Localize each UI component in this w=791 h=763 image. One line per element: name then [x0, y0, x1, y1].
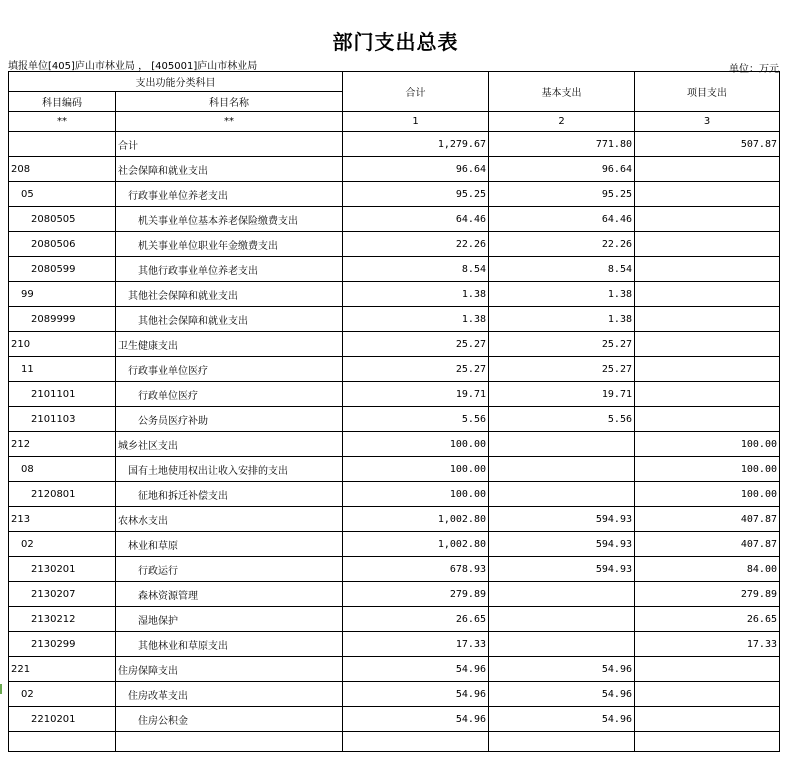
table-row[interactable] — [9, 257, 780, 282]
table-row[interactable] — [9, 182, 780, 207]
row-basic[interactable]: 25.27 — [489, 332, 635, 357]
row-code[interactable]: 2210201 — [9, 707, 116, 732]
table-row[interactable] — [9, 457, 780, 482]
row-total[interactable]: 54.96 — [343, 682, 489, 707]
row-name[interactable]: 行政单位医疗 — [116, 382, 343, 407]
row-project[interactable]: 17.33 — [635, 632, 780, 657]
table-row[interactable] — [9, 332, 780, 357]
row-code[interactable]: 2080505 — [9, 207, 116, 232]
row-code[interactable]: 210 — [9, 332, 116, 357]
row-project[interactable] — [635, 382, 780, 407]
row-basic[interactable] — [489, 632, 635, 657]
table-row[interactable] — [9, 557, 780, 582]
row-name[interactable]: 行政运行 — [116, 557, 343, 582]
row-total[interactable]: 25.27 — [343, 357, 489, 382]
header-name: 科目名称 — [116, 92, 343, 112]
row-total[interactable]: 19.71 — [343, 382, 489, 407]
row-project[interactable] — [635, 707, 780, 732]
row-basic[interactable]: 594.93 — [489, 507, 635, 532]
table-row[interactable] — [9, 532, 780, 557]
row-name[interactable]: 其他行政事业单位养老支出 — [116, 257, 343, 282]
row-code[interactable]: 208 — [9, 157, 116, 182]
table-row[interactable] — [9, 607, 780, 632]
row-project[interactable] — [635, 232, 780, 257]
row-total[interactable]: 1,002.80 — [343, 507, 489, 532]
row-code[interactable]: 02 — [9, 682, 116, 707]
row-code[interactable]: 05 — [9, 182, 116, 207]
row-basic[interactable]: 771.80 — [489, 132, 635, 157]
table-row[interactable] — [9, 632, 780, 657]
row-total[interactable]: 100.00 — [343, 432, 489, 457]
row-code[interactable]: 2101101 — [9, 382, 116, 407]
row-project[interactable] — [635, 657, 780, 682]
table-row[interactable] — [9, 207, 780, 232]
empty-cell[interactable] — [343, 732, 489, 752]
header-col-3: 3 — [635, 112, 780, 132]
empty-cell[interactable] — [635, 732, 780, 752]
row-total[interactable]: 25.27 — [343, 332, 489, 357]
row-name[interactable]: 机关事业单位职业年金缴费支出 — [116, 232, 343, 257]
row-code[interactable]: 221 — [9, 657, 116, 682]
row-total[interactable]: 54.96 — [343, 657, 489, 682]
row-basic[interactable]: 54.96 — [489, 682, 635, 707]
row-code[interactable]: 2130207 — [9, 582, 116, 607]
row-name[interactable]: 行政事业单位养老支出 — [116, 182, 343, 207]
row-project[interactable]: 84.00 — [635, 557, 780, 582]
row-basic[interactable]: 64.46 — [489, 207, 635, 232]
table-body — [9, 132, 780, 752]
table-row[interactable] — [9, 157, 780, 182]
table-row[interactable] — [9, 657, 780, 682]
row-name[interactable]: 住房公积金 — [116, 707, 343, 732]
row-project[interactable] — [635, 332, 780, 357]
row-edge-markers — [0, 0, 3, 763]
row-code[interactable]: 2101103 — [9, 407, 116, 432]
row-basic[interactable]: 19.71 — [489, 382, 635, 407]
row-name[interactable]: 住房改革支出 — [116, 682, 343, 707]
row-total[interactable]: 100.00 — [343, 482, 489, 507]
row-code[interactable]: 11 — [9, 357, 116, 382]
row-basic[interactable]: 8.54 — [489, 257, 635, 282]
row-project[interactable]: 407.87 — [635, 532, 780, 557]
row-basic[interactable] — [489, 482, 635, 507]
row-basic[interactable] — [489, 432, 635, 457]
row-basic[interactable] — [489, 457, 635, 482]
row-name[interactable]: 湿地保护 — [116, 607, 343, 632]
row-name[interactable]: 国有土地使用权出让收入安排的支出 — [116, 457, 343, 482]
empty-cell[interactable] — [116, 732, 343, 752]
row-code[interactable]: 02 — [9, 532, 116, 557]
row-basic[interactable] — [489, 607, 635, 632]
row-basic[interactable]: 25.27 — [489, 357, 635, 382]
row-name[interactable]: 其他社会保障和就业支出 — [116, 282, 343, 307]
row-basic[interactable]: 54.96 — [489, 707, 635, 732]
row-project[interactable] — [635, 182, 780, 207]
row-total[interactable]: 678.93 — [343, 557, 489, 582]
table-row[interactable] — [9, 282, 780, 307]
row-name[interactable]: 城乡社区支出 — [116, 432, 343, 457]
row-project[interactable] — [635, 682, 780, 707]
table-row[interactable] — [9, 307, 780, 332]
row-project[interactable] — [635, 357, 780, 382]
header-basic: 基本支出 — [489, 72, 635, 112]
row-total[interactable]: 5.56 — [343, 407, 489, 432]
row-basic[interactable]: 22.26 — [489, 232, 635, 257]
row-name[interactable]: 机关事业单位基本养老保险缴费支出 — [116, 207, 343, 232]
row-code[interactable]: 2130212 — [9, 607, 116, 632]
row-project[interactable]: 507.87 — [635, 132, 780, 157]
row-name[interactable]: 合计 — [116, 132, 343, 157]
table-row[interactable] — [9, 357, 780, 382]
row-project[interactable]: 100.00 — [635, 482, 780, 507]
table-row[interactable] — [9, 507, 780, 532]
row-total[interactable]: 279.89 — [343, 582, 489, 607]
row-total[interactable]: 54.96 — [343, 707, 489, 732]
row-basic[interactable]: 1.38 — [489, 307, 635, 332]
row-name[interactable]: 农林水支出 — [116, 507, 343, 532]
currency-unit-label: 单位：万元 — [729, 64, 779, 75]
row-basic[interactable]: 96.64 — [489, 157, 635, 182]
filler-unit-label: 填报单位[405]庐山市林业局 ， [405001]庐山市林业局 — [8, 61, 258, 72]
row-name[interactable]: 公务员医疗补助 — [116, 407, 343, 432]
table-row[interactable] — [9, 707, 780, 732]
table-row[interactable] — [9, 132, 780, 157]
row-basic[interactable]: 594.93 — [489, 557, 635, 582]
row-total[interactable]: 1,279.67 — [343, 132, 489, 157]
row-code[interactable]: 2080599 — [9, 257, 116, 282]
row-total[interactable]: 17.33 — [343, 632, 489, 657]
row-name[interactable]: 社会保障和就业支出 — [116, 157, 343, 182]
row-project[interactable]: 100.00 — [635, 432, 780, 457]
row-code[interactable]: 212 — [9, 432, 116, 457]
table-row[interactable] — [9, 682, 780, 707]
row-total[interactable]: 100.00 — [343, 457, 489, 482]
row-code[interactable]: 08 — [9, 457, 116, 482]
row-total[interactable]: 1.38 — [343, 307, 489, 332]
row-total[interactable]: 96.64 — [343, 157, 489, 182]
header-project: 项目支出 — [635, 72, 780, 112]
row-code[interactable]: 2130299 — [9, 632, 116, 657]
row-name[interactable]: 行政事业单位医疗 — [116, 357, 343, 382]
row-project[interactable] — [635, 207, 780, 232]
row-name[interactable]: 卫生健康支出 — [116, 332, 343, 357]
row-basic[interactable]: 5.56 — [489, 407, 635, 432]
row-basic[interactable]: 95.25 — [489, 182, 635, 207]
row-project[interactable]: 26.65 — [635, 607, 780, 632]
row-code[interactable]: 2089999 — [9, 307, 116, 332]
row-total[interactable]: 64.46 — [343, 207, 489, 232]
table-row[interactable] — [9, 432, 780, 457]
row-name[interactable]: 其他社会保障和就业支出 — [116, 307, 343, 332]
table-row[interactable] — [9, 232, 780, 257]
row-code[interactable]: 2130201 — [9, 557, 116, 582]
row-name[interactable]: 林业和草原 — [116, 532, 343, 557]
table-row-empty[interactable] — [9, 732, 780, 752]
row-total[interactable]: 1,002.80 — [343, 532, 489, 557]
empty-cell[interactable] — [489, 732, 635, 752]
row-code[interactable] — [9, 132, 116, 157]
empty-cell[interactable] — [9, 732, 116, 752]
row-basic[interactable]: 594.93 — [489, 532, 635, 557]
header-col-2: 2 — [489, 112, 635, 132]
row-name[interactable]: 森林资源管理 — [116, 582, 343, 607]
row-project[interactable]: 279.89 — [635, 582, 780, 607]
header-name-stars: ** — [116, 112, 343, 132]
row-code[interactable]: 2080506 — [9, 232, 116, 257]
row-name[interactable]: 征地和拆迁补偿支出 — [116, 482, 343, 507]
table-row[interactable] — [9, 582, 780, 607]
expenditure-table — [8, 71, 780, 752]
page-title: 部门支出总表 — [332, 30, 459, 54]
row-total[interactable]: 26.65 — [343, 607, 489, 632]
header-function-group: 支出功能分类科目 — [9, 72, 343, 92]
row-total[interactable]: 1.38 — [343, 282, 489, 307]
row-name[interactable]: 其他林业和草原支出 — [116, 632, 343, 657]
row-code[interactable]: 213 — [9, 507, 116, 532]
header-code-stars: ** — [9, 112, 116, 132]
row-project[interactable] — [635, 282, 780, 307]
row-project[interactable] — [635, 257, 780, 282]
row-total[interactable]: 8.54 — [343, 257, 489, 282]
row-project[interactable]: 407.87 — [635, 507, 780, 532]
header-code: 科目编码 — [9, 92, 116, 112]
row-total[interactable]: 22.26 — [343, 232, 489, 257]
table-row[interactable] — [9, 382, 780, 407]
row-project[interactable]: 100.00 — [635, 457, 780, 482]
header-total: 合计 — [343, 72, 489, 112]
table-row[interactable] — [9, 482, 780, 507]
row-total[interactable]: 95.25 — [343, 182, 489, 207]
row-code[interactable]: 2120801 — [9, 482, 116, 507]
row-code[interactable]: 99 — [9, 282, 116, 307]
header-col-1: 1 — [343, 112, 489, 132]
row-name[interactable]: 住房保障支出 — [116, 657, 343, 682]
table-row[interactable] — [9, 407, 780, 432]
row-basic[interactable] — [489, 582, 635, 607]
row-project[interactable] — [635, 407, 780, 432]
row-project[interactable] — [635, 157, 780, 182]
row-basic[interactable]: 1.38 — [489, 282, 635, 307]
row-basic[interactable]: 54.96 — [489, 657, 635, 682]
row-project[interactable] — [635, 307, 780, 332]
